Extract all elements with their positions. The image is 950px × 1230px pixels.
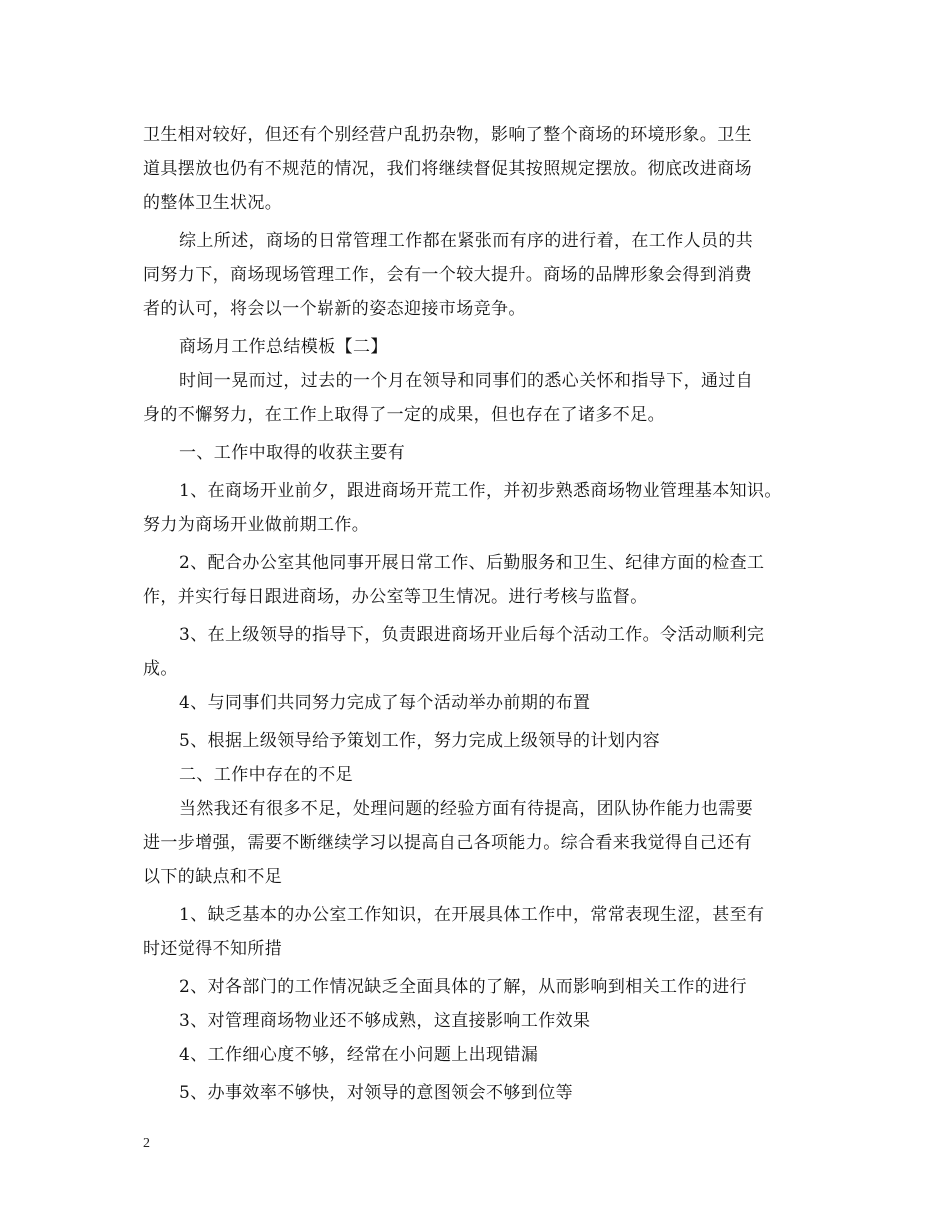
text-line: 3、在上级领导的指导下，负责跟进商场开业后每个活动工作。令活动顺利完: [179, 625, 765, 645]
text-line: 综上所述，商场的日常管理工作都在紧张而有序的进行着，在工作人员的共: [179, 231, 754, 251]
text-line: 当然我还有很多不足，处理问题的经验方面有待提高，团队协作能力也需要: [179, 799, 754, 819]
text-line: 身的不懈努力，在工作上取得了一定的成果，但也存在了诸多不足。: [143, 405, 665, 425]
section-title: 商场月工作总结模板【二】: [179, 337, 388, 357]
text-line: 1、缺乏基本的办公室工作知识，在开展具体工作中，常常表现生涩，甚至有: [179, 905, 765, 925]
text-line: 进一步增强，需要不断继续学习以提高自己各项能力。综合看来我觉得自己还有: [143, 833, 752, 853]
text-line: 4、工作细心度不够，经常在小问题上出现错漏: [179, 1045, 539, 1065]
text-line: 以下的缺点和不足: [143, 867, 283, 887]
text-line: 2、对各部门的工作情况缺乏全面具体的了解，从而影响到相关工作的进行: [179, 977, 748, 997]
text-line: 5、办事效率不够快，对领导的意图领会不够到位等: [179, 1083, 574, 1103]
text-line: 努力为商场开业做前期工作。: [143, 515, 370, 535]
text-line: 5、根据上级领导给予策划工作，努力完成上级领导的计划内容: [179, 731, 661, 751]
section-heading: 一、工作中取得的收获主要有: [179, 443, 406, 463]
text-line: 道具摆放也仍有不规范的情况，我们将继续督促其按照规定摆放。彻底改进商场: [143, 159, 752, 179]
text-line: 卫生相对较好，但还有个别经营户乱扔杂物，影响了整个商场的环境形象。卫生: [143, 125, 752, 145]
section-heading: 二、工作中存在的不足: [179, 765, 353, 785]
text-line: 2、配合办公室其他同事开展日常工作、后勤服务和卫生、纪律方面的检查工: [179, 553, 765, 573]
text-line: 3、对管理商场物业还不够成熟，这直接影响工作效果: [179, 1011, 591, 1031]
text-line: 同努力下，商场现场管理工作，会有一个较大提升。商场的品牌形象会得到消费: [143, 265, 752, 285]
text-line: 1、在商场开业前夕，跟进商场开荒工作，并初步熟悉商场物业管理基本知识。: [179, 481, 782, 501]
text-line: 成。: [143, 659, 178, 679]
text-line: 者的认可，将会以一个崭新的姿态迎接市场竞争。: [143, 299, 526, 319]
text-line: 4、与同事们共同努力完成了每个活动举办前期的布置: [179, 693, 591, 713]
text-line: 时间一晃而过，过去的一个月在领导和同事们的悉心关怀和指导下，通过自: [179, 371, 754, 391]
text-line: 时还觉得不知所措: [143, 939, 283, 959]
page-number: 2: [143, 1136, 150, 1151]
text-line: 作，并实行每日跟进商场，办公室等卫生情况。进行考核与监督。: [143, 587, 648, 607]
text-line: 的整体卫生状况。: [143, 193, 283, 213]
